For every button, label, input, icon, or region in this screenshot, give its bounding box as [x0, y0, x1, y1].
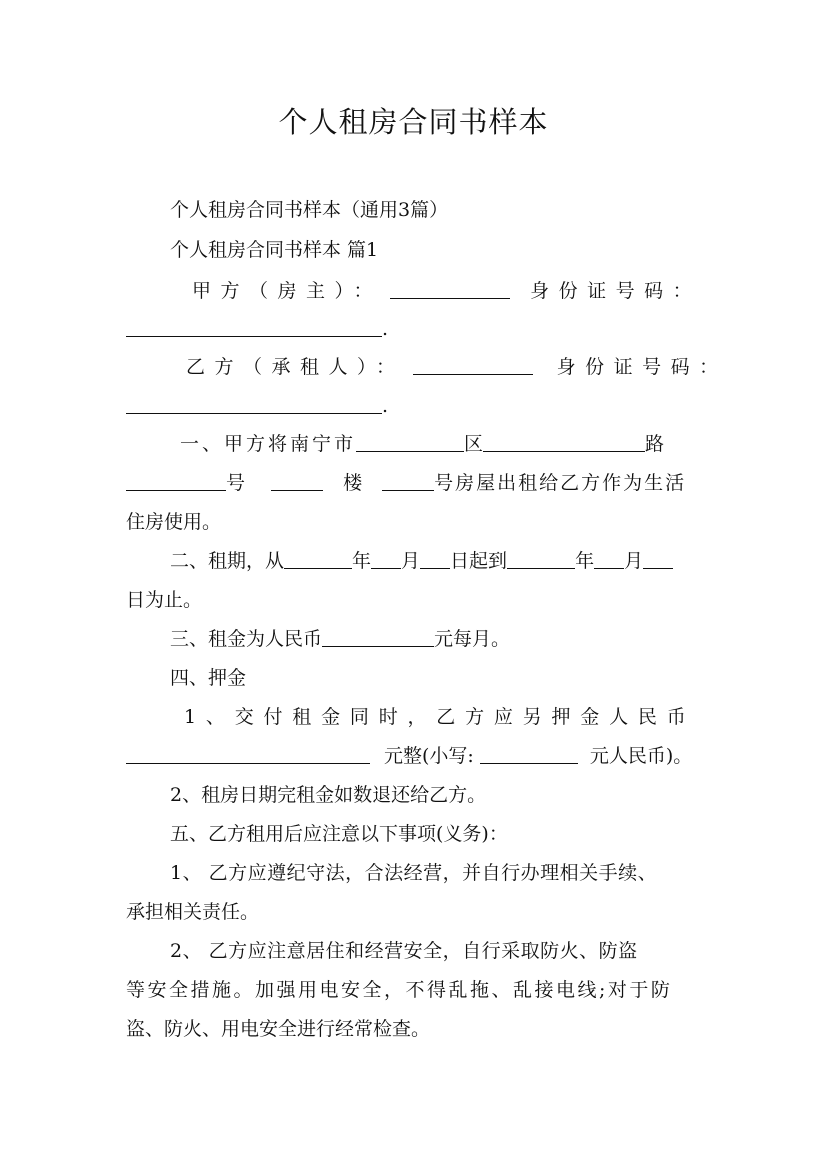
party-a-name-blank — [390, 280, 510, 299]
party-b-line — [186, 355, 728, 379]
year-label: 年 — [352, 550, 372, 572]
party-b-name-blank — [413, 356, 533, 375]
party-b-id-blank — [126, 395, 382, 414]
clause-3-text: 三、租金为人民币 — [170, 628, 323, 650]
party-b-id-line — [126, 394, 702, 418]
end-year-blank — [507, 550, 575, 569]
end-day-blank — [643, 550, 673, 569]
day-to-label: 日起到 — [450, 550, 508, 572]
deposit-lowercase-blank — [480, 745, 578, 764]
clause-2-line-2: 日为止。 — [126, 589, 203, 611]
number-label: 号 — [226, 472, 246, 494]
party-a-label: 甲方（房主）： — [192, 280, 383, 302]
clause-4-item-2: 2、租房日期完租金如数退还给乙方。 — [170, 784, 487, 806]
clause-4-item-1-text: 1、交付租金同时，乙方应另押金人民币 — [184, 706, 696, 728]
period: . — [382, 318, 389, 340]
building-blank — [271, 472, 323, 491]
clause-5-item-2-line-1: 2、 乙方应注意居住和经营安全，自行采取防火、防盗 — [170, 940, 638, 962]
document-subtitle: 个人租房合同书样本（通用3篇） — [170, 199, 449, 221]
month-label: 月 — [624, 550, 644, 572]
period: . — [382, 395, 389, 417]
party-b-label: 乙方（承租人）： — [186, 356, 405, 378]
clause-5-item-2-line-3: 盗、防火、用电安全进行经常检查。 — [126, 1018, 431, 1040]
month-label: 月 — [401, 550, 421, 572]
clause-1-line-2 — [126, 471, 702, 495]
start-year-blank — [284, 550, 352, 569]
road-label: 路 — [645, 433, 665, 455]
end-month-blank — [594, 550, 624, 569]
clause-1-line-1 — [180, 432, 700, 456]
deposit-text: 元整(小写: — [384, 745, 474, 767]
party-a-id-label: 身份证号码： — [530, 280, 702, 302]
clause-1-text-2: 号房屋出租给乙方作为生活 — [434, 472, 687, 494]
clause-4-heading: 四、押金 — [170, 667, 247, 689]
party-a-line — [192, 279, 702, 303]
clause-5-heading: 五、乙方租用后应注意以下事项(义务)： — [170, 823, 508, 845]
rent-amount-blank — [322, 628, 434, 647]
district-label: 区 — [464, 433, 484, 455]
party-b-id-label: 身份证号码： — [556, 356, 728, 378]
deposit-text-2: 元人民币)。 — [589, 745, 693, 767]
clause-3-line — [170, 627, 746, 651]
clause-5-item-2-line-2: 等安全措施。加强用电安全，不得乱拖、乱接电线;对于防 — [126, 979, 673, 1001]
clause-2-line-1 — [170, 549, 710, 573]
clause-5-item-1-line-1: 1、 乙方应遵纪守法，合法经营，并自行办理相关手续、 — [170, 862, 658, 884]
road-blank — [126, 472, 226, 491]
clause-1-line-3: 住房使用。 — [126, 511, 222, 533]
year-label: 年 — [575, 550, 595, 572]
party-a-id-line — [126, 317, 702, 341]
clause-3-text-2: 元每月。 — [434, 628, 511, 650]
clause-4-item-1-line-1 — [184, 705, 704, 729]
city-blank — [356, 433, 464, 452]
clause-1-text: 一、甲方将南宁市 — [180, 433, 357, 455]
start-day-blank — [420, 550, 450, 569]
document-title: 个人租房合同书样本 — [278, 105, 549, 139]
section-heading: 个人租房合同书样本 篇1 — [170, 239, 379, 261]
clause-4-item-1-line-2 — [126, 744, 726, 768]
party-a-id-blank — [126, 318, 382, 337]
start-month-blank — [371, 550, 401, 569]
building-label: 楼 — [343, 472, 363, 494]
room-blank — [382, 472, 434, 491]
clause-5-item-1-line-2: 承担相关责任。 — [126, 901, 260, 923]
district-blank — [483, 433, 645, 452]
deposit-amount-blank — [126, 745, 370, 764]
clause-2-text: 二、租期，从 — [170, 550, 285, 572]
